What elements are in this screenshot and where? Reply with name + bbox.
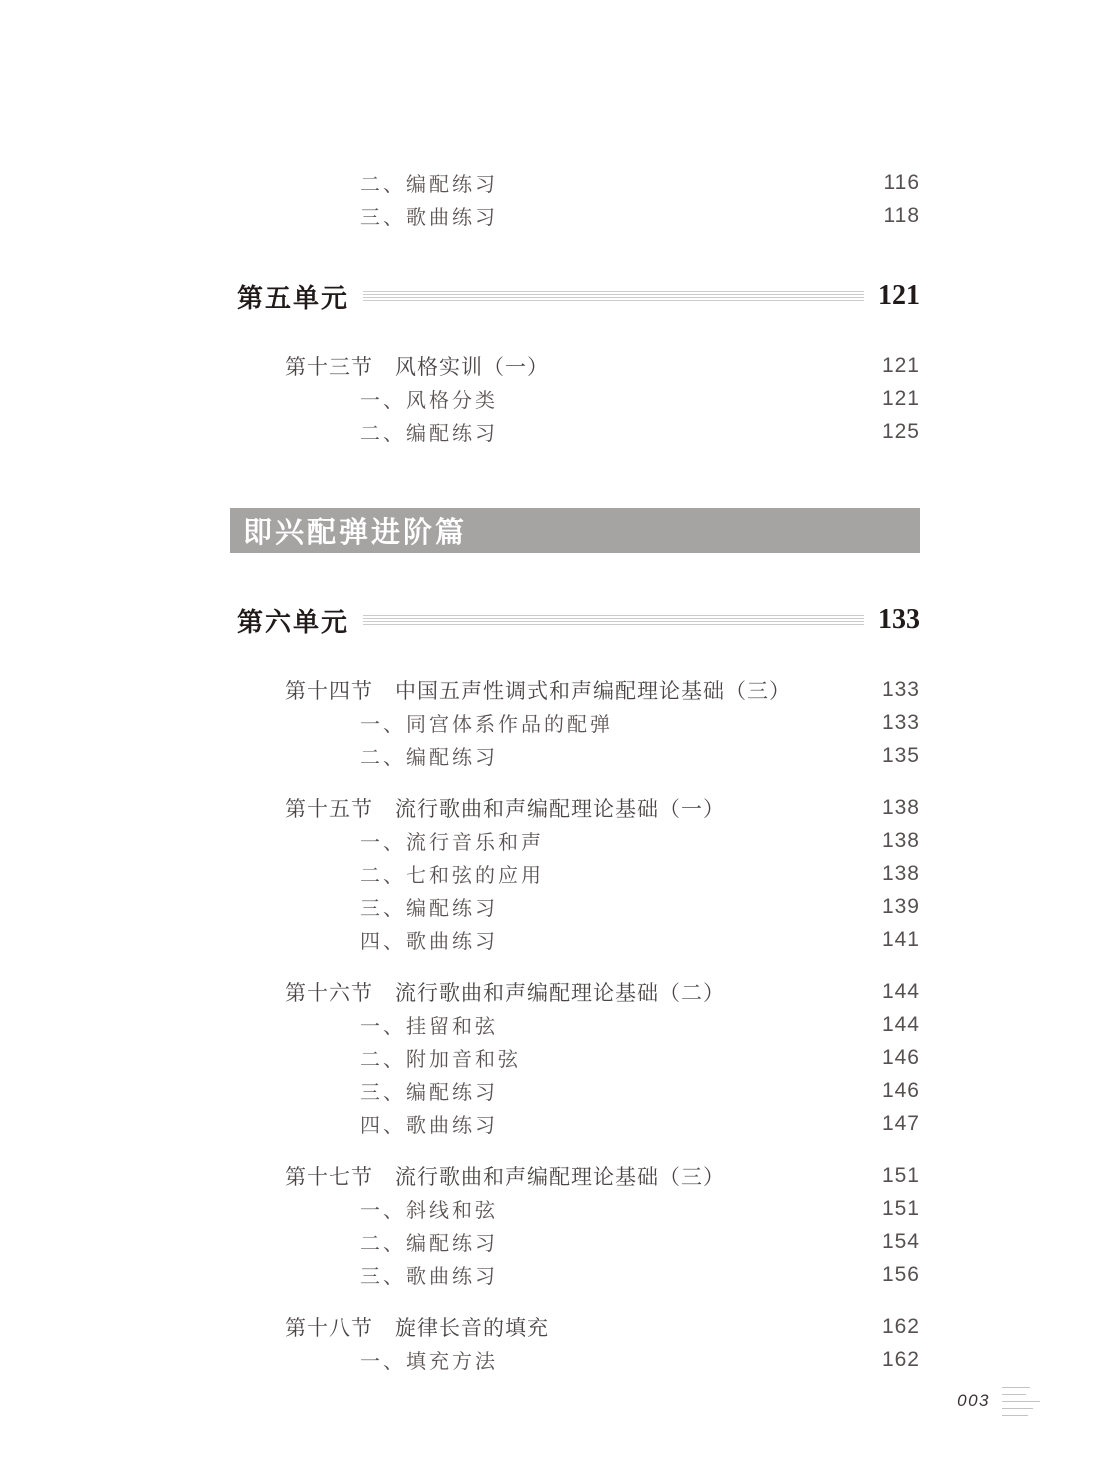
toc-sub-label: 一、填充方法 [360,1351,498,1373]
toc-sub-row [230,1258,920,1291]
toc-sub-row [230,1107,920,1140]
toc-section-row [230,1159,920,1192]
toc-section-label: 第十五节 流行歌曲和声编配理论基础（一） [285,797,725,821]
toc-sub-label: 二、编配练习 [360,747,498,769]
toc-page-number: 121 [881,386,920,410]
toc-page-number: 146 [881,1078,920,1102]
toc-page-number: 133 [881,710,920,734]
toc-page-number: 162 [881,1347,920,1371]
part-banner-title: 即兴配弹进阶篇 [243,517,468,549]
toc-sub-row [230,824,920,857]
text-lines-icon [1002,1386,1042,1416]
toc-sub-label: 二、七和弦的应用 [360,865,544,887]
toc-page-number: 151 [881,1163,920,1187]
toc-section-row [230,975,920,1008]
toc-sub-label: 二、编配练习 [360,174,498,196]
toc-sub-row [230,1343,920,1376]
unit-rule-lines [363,615,864,625]
toc-sub-row [230,890,920,923]
toc-section-label: 第十七节 流行歌曲和声编配理论基础（三） [285,1165,725,1189]
toc-sub-label: 四、歌曲练习 [360,1115,498,1137]
toc-sub-row [230,1074,920,1107]
page-footer [957,1386,1042,1416]
toc-sub-label: 二、附加音和弦 [360,1049,521,1071]
toc-unit-row [230,274,920,318]
toc-sub-label: 四、歌曲练习 [360,931,498,953]
toc-page-number: 121 [878,280,920,311]
toc-sub-label: 二、编配练习 [360,423,498,445]
toc-sub-row [230,1225,920,1258]
toc-sub-row [230,1041,920,1074]
toc-sub-label: 三、歌曲练习 [360,207,498,229]
toc-page-number: 138 [881,828,920,852]
toc-page-number: 138 [881,795,920,819]
page-number: 003 [957,1391,990,1410]
toc-page-number: 125 [881,419,920,443]
toc-page-number: 116 [883,170,920,194]
toc-sub-row [230,166,920,199]
toc-section-label: 第十三节 风格实训（一） [285,355,549,379]
toc-sub-label: 一、风格分类 [360,390,498,412]
toc-unit-row [230,598,920,642]
toc-sub-row [230,1008,920,1041]
toc-sub-row [230,857,920,890]
toc-sub-label: 二、编配练习 [360,1233,498,1255]
toc-page-number: 141 [881,927,920,951]
toc-page-number: 138 [881,861,920,885]
toc-page-number: 133 [881,677,920,701]
toc-unit-label: 第五单元 [237,283,350,313]
toc-sub-label: 一、斜线和弦 [360,1200,498,1222]
toc-sub-label: 一、同宫体系作品的配弹 [360,714,613,736]
toc-sub-label: 三、歌曲练习 [360,1266,498,1288]
toc-list [230,166,920,1376]
toc-section-row [230,791,920,824]
toc-page-number: 146 [881,1045,920,1069]
toc-sub-label: 一、挂留和弦 [360,1016,498,1038]
part-banner [230,508,920,553]
toc-section-label: 第十八节 旋律长音的填充 [285,1316,549,1340]
toc-page-number: 162 [881,1314,920,1338]
toc-page-number: 135 [881,743,920,767]
toc-section-row [230,673,920,706]
toc-sub-row [230,923,920,956]
toc-page-number: 118 [883,203,920,227]
toc-page-number: 139 [881,894,920,918]
toc-page-number: 147 [881,1111,920,1135]
toc-sub-label: 三、编配练习 [360,898,498,920]
toc-sub-row [230,1192,920,1225]
toc-sub-row [230,739,920,772]
toc-sub-row [230,415,920,448]
toc-sub-row [230,199,920,232]
unit-rule-lines [363,291,864,301]
toc-page-number: 133 [878,604,920,635]
toc-section-row [230,349,920,382]
toc-sub-label: 一、流行音乐和声 [360,832,544,854]
toc-page-number: 156 [881,1262,920,1286]
toc-sub-row [230,706,920,739]
toc-section-label: 第十四节 中国五声性调式和声编配理论基础（三） [285,679,791,703]
toc-sub-label: 三、编配练习 [360,1082,498,1104]
toc-page-number: 154 [881,1229,920,1253]
toc-section-row [230,1310,920,1343]
toc-unit-label: 第六单元 [237,607,350,637]
toc-section-label: 第十六节 流行歌曲和声编配理论基础（二） [285,981,725,1005]
toc-sub-row [230,382,920,415]
toc-page-number: 151 [881,1196,920,1220]
toc-page-number: 144 [881,979,920,1003]
toc-page-number: 144 [881,1012,920,1036]
toc-page-number: 121 [881,353,920,377]
